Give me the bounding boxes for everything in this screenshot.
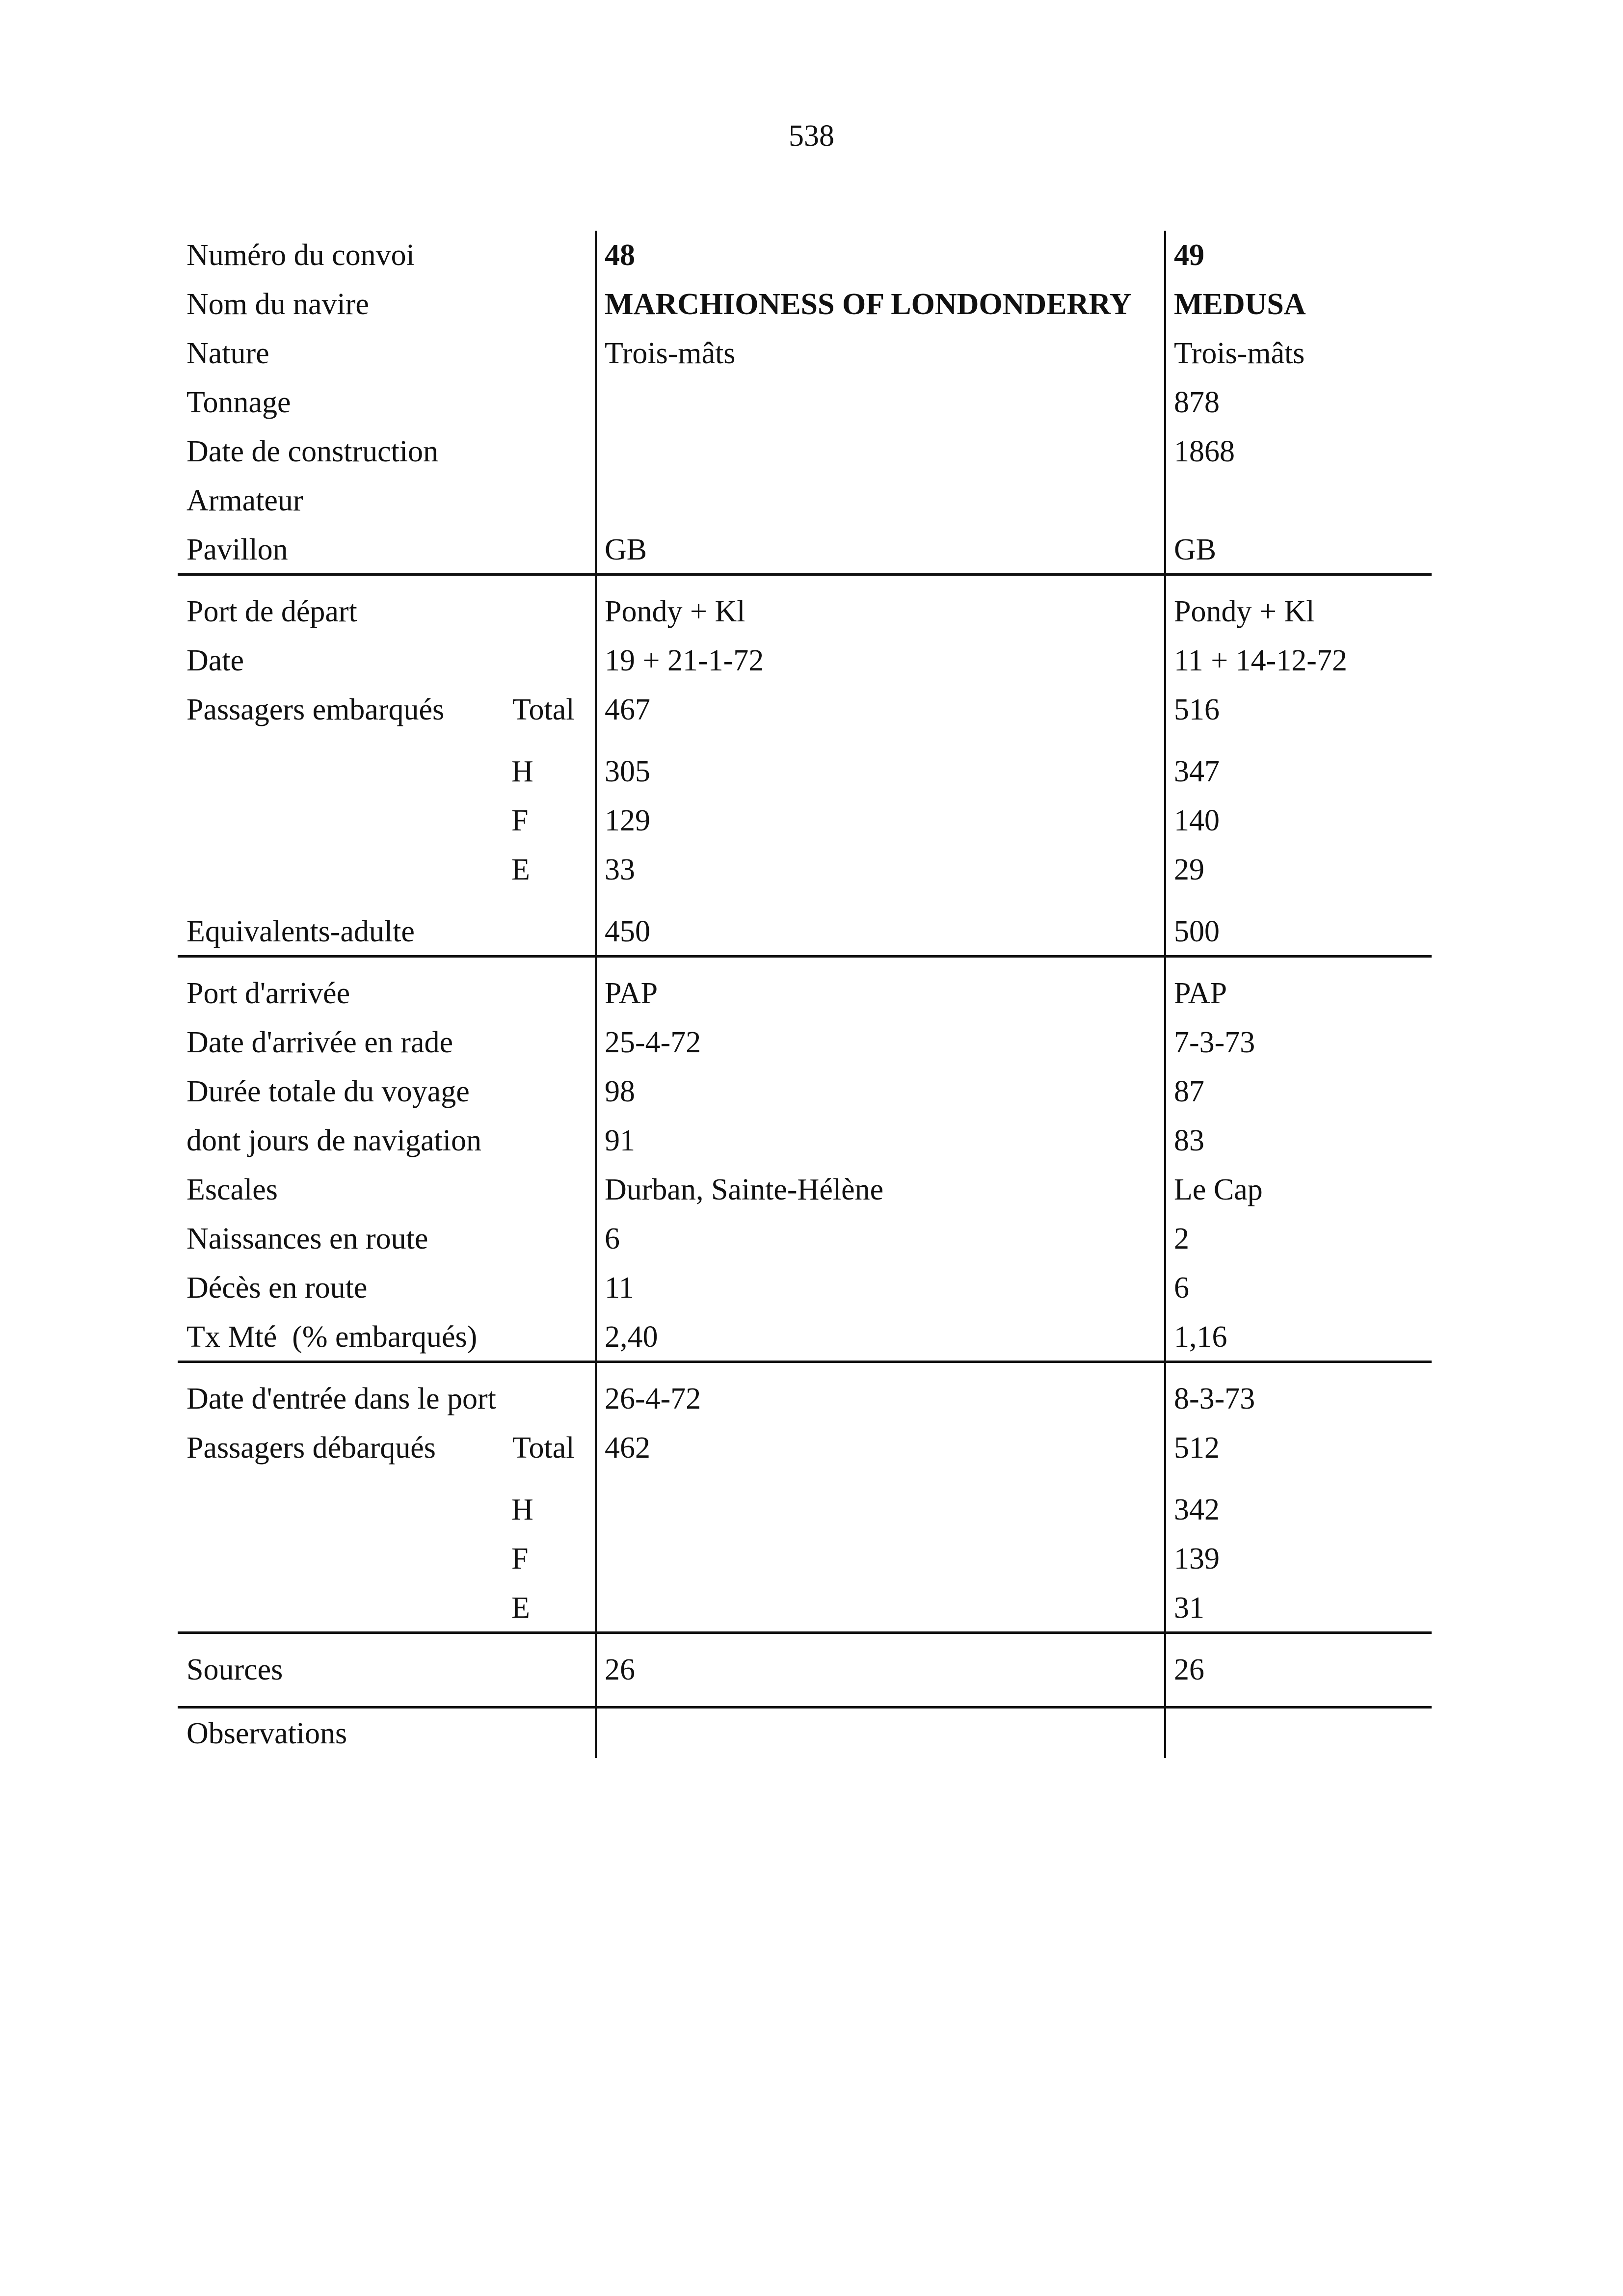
row-sublabel: Total xyxy=(512,1431,575,1465)
row-label: Date d'arrivée en rade xyxy=(186,1026,453,1059)
table-row xyxy=(178,1263,1432,1312)
row-label: Décès en route xyxy=(186,1271,368,1305)
cell-value: 500 xyxy=(1174,915,1220,948)
row-label: Armateur xyxy=(186,484,303,517)
cell-value: PAP xyxy=(605,977,658,1010)
table-row xyxy=(178,969,1432,1018)
table-row xyxy=(178,685,1432,734)
cell-value: 347 xyxy=(1174,755,1220,788)
table-row xyxy=(178,231,1432,280)
cell-value: 512 xyxy=(1174,1431,1220,1465)
table-row xyxy=(178,1534,1432,1583)
row-label: Tx Mté (% embarqués) xyxy=(186,1320,478,1354)
table-body xyxy=(178,231,1432,1758)
cell-value: 305 xyxy=(605,755,650,788)
row-sublabel: Total xyxy=(512,693,575,726)
cell-value: 26 xyxy=(1174,1653,1204,1686)
table-row xyxy=(178,747,1432,796)
row-sublabel: F xyxy=(511,804,529,837)
cell-value: 6 xyxy=(605,1222,620,1255)
cell-value: 83 xyxy=(1174,1124,1204,1157)
cell-value: 26 xyxy=(605,1653,635,1686)
section-divider xyxy=(178,955,1432,958)
convoy-number-2: 49 xyxy=(1174,239,1204,272)
row-label: Passagers embarqués xyxy=(186,693,445,726)
row-label: Port de départ xyxy=(186,595,357,628)
cell-value: 98 xyxy=(605,1075,635,1108)
cell-value: 29 xyxy=(1174,853,1204,886)
row-sublabel: E xyxy=(511,1591,530,1625)
section-divider xyxy=(178,1361,1432,1363)
row-label: Tonnage xyxy=(186,386,291,419)
row-label: Escales xyxy=(186,1173,278,1206)
convoy-table xyxy=(178,231,1432,1758)
ship-name-1: MARCHIONESS OF LONDONDERRY xyxy=(605,288,1132,321)
cell-value: 31 xyxy=(1174,1591,1204,1625)
table-row xyxy=(178,329,1432,378)
cell-value: 342 xyxy=(1174,1493,1220,1526)
table-row xyxy=(178,796,1432,845)
table-row xyxy=(178,1485,1432,1534)
cell-value: 129 xyxy=(605,804,650,837)
row-label: Pavillon xyxy=(186,533,288,566)
cell-value: 91 xyxy=(605,1124,635,1157)
row-label: Naissances en route xyxy=(186,1222,428,1255)
section-divider xyxy=(178,1706,1432,1709)
cell-value: Trois-mâts xyxy=(605,337,736,370)
cell-value: 140 xyxy=(1174,804,1220,837)
cell-value: 87 xyxy=(1174,1075,1204,1108)
table-row xyxy=(178,1374,1432,1423)
page-number: 538 xyxy=(789,119,834,153)
cell-value: 19 + 21-1-72 xyxy=(605,644,764,677)
cell-value: 878 xyxy=(1174,386,1220,419)
table-row xyxy=(178,1583,1432,1632)
table-row xyxy=(178,1165,1432,1214)
cell-value: 11 + 14-12-72 xyxy=(1174,644,1347,677)
cell-value: 26-4-72 xyxy=(605,1382,701,1415)
cell-value: 2,40 xyxy=(605,1320,658,1354)
cell-value: Pondy + Kl xyxy=(1174,595,1315,628)
cell-value: 462 xyxy=(605,1431,650,1465)
row-label: Observations xyxy=(186,1717,347,1750)
row-label: Nom du navire xyxy=(186,288,369,321)
row-sublabel: F xyxy=(511,1542,529,1575)
row-label: Passagers débarqués xyxy=(186,1431,436,1465)
cell-value: Le Cap xyxy=(1174,1173,1263,1206)
table-row xyxy=(178,476,1432,525)
cell-value: 139 xyxy=(1174,1542,1220,1575)
row-label: Date xyxy=(186,644,244,677)
cell-value: 25-4-72 xyxy=(605,1026,701,1059)
cell-value: Trois-mâts xyxy=(1174,337,1305,370)
section-divider xyxy=(178,573,1432,576)
row-label: Durée totale du voyage xyxy=(186,1075,470,1108)
table-row xyxy=(178,1116,1432,1165)
row-label: Equivalents-adulte xyxy=(186,915,415,948)
cell-value: 33 xyxy=(605,853,635,886)
section-divider xyxy=(178,1631,1432,1634)
row-sublabel: H xyxy=(511,755,533,788)
row-label: Port d'arrivée xyxy=(186,977,350,1010)
table-row xyxy=(178,280,1432,329)
cell-value: GB xyxy=(605,533,647,566)
table-row xyxy=(178,907,1432,956)
table-row xyxy=(178,845,1432,894)
cell-value: 7-3-73 xyxy=(1174,1026,1255,1059)
table-row xyxy=(178,1018,1432,1067)
row-label: Nature xyxy=(186,337,269,370)
table-row xyxy=(178,1709,1432,1758)
table-row xyxy=(178,1214,1432,1263)
cell-value: 467 xyxy=(605,693,650,726)
cell-value: Durban, Sainte-Hélène xyxy=(605,1173,884,1206)
cell-value: 2 xyxy=(1174,1222,1189,1255)
table-row xyxy=(178,1312,1432,1362)
ship-name-2: MEDUSA xyxy=(1174,288,1306,321)
cell-value: 516 xyxy=(1174,693,1220,726)
table-row xyxy=(178,378,1432,427)
cell-value: 6 xyxy=(1174,1271,1189,1305)
table-row xyxy=(178,525,1432,574)
table-row xyxy=(178,1067,1432,1116)
cell-value: PAP xyxy=(1174,977,1227,1010)
row-label: Sources xyxy=(186,1653,283,1686)
table-row xyxy=(178,636,1432,685)
row-sublabel: E xyxy=(511,853,530,886)
cell-value: 11 xyxy=(605,1271,634,1305)
row-label: dont jours de navigation xyxy=(186,1124,481,1157)
row-label: Date d'entrée dans le port xyxy=(186,1382,496,1415)
cell-value: 450 xyxy=(605,915,650,948)
cell-value: Pondy + Kl xyxy=(605,595,745,628)
row-label: Date de construction xyxy=(186,435,439,468)
table-row xyxy=(178,427,1432,476)
cell-value: GB xyxy=(1174,533,1217,566)
cell-value: 8-3-73 xyxy=(1174,1382,1255,1415)
table-row xyxy=(178,587,1432,636)
cell-value: 1868 xyxy=(1174,435,1235,468)
table-row xyxy=(178,1645,1432,1694)
table-row xyxy=(178,1423,1432,1472)
row-sublabel: H xyxy=(511,1493,533,1526)
row-label: Numéro du convoi xyxy=(186,239,415,272)
cell-value: 1,16 xyxy=(1174,1320,1227,1354)
convoy-number-1: 48 xyxy=(605,239,635,272)
